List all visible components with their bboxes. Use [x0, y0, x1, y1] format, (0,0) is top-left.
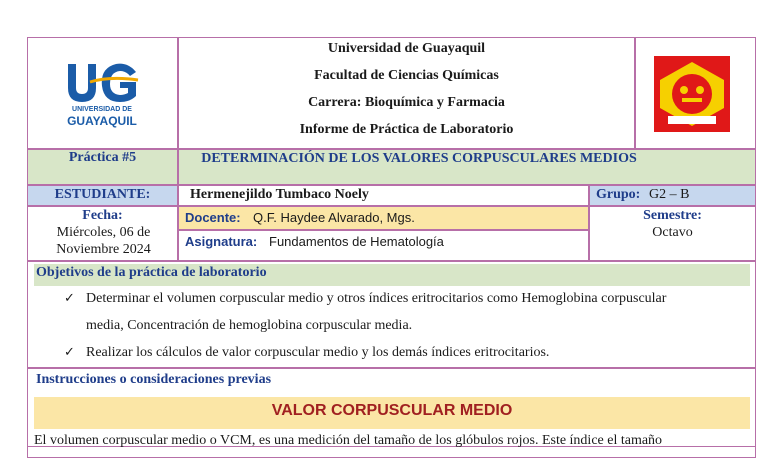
teacher-value: Q.F. Haydee Alvarado, Mgs.	[253, 210, 415, 225]
banner-title: VALOR CORPUSCULAR MEDIO	[271, 402, 513, 419]
date-label: Fecha:	[82, 208, 123, 223]
group-cell	[589, 185, 756, 206]
header-report: Informe de Práctica de Laboratorio	[299, 122, 514, 137]
teacher-cell	[178, 206, 589, 230]
header-university: Universidad de Guayaquil	[327, 41, 486, 56]
semester-cell	[589, 206, 756, 261]
subject-label: Asignatura:	[185, 234, 258, 249]
objective-item-1	[64, 291, 667, 307]
logo-right-cell	[635, 37, 756, 149]
practice-label: Práctica #5	[68, 150, 137, 165]
header-career: Carrera: Bioquímica y Farmacia	[308, 95, 505, 110]
semester-value: Octavo	[652, 225, 693, 240]
group-value: G2 – B	[649, 187, 690, 202]
banner-band	[34, 397, 750, 429]
instructions-body: El volumen corpuscular medio o VCM, es una medición del tamaño de los glóbulos rojos. Este índice el tamaño	[34, 433, 663, 448]
objective-text-1b: media, Concentración de hemoglobina corpuscular media.	[86, 318, 413, 333]
header-faculty: Facultad de Ciencias Químicas	[314, 68, 499, 83]
university-logo	[50, 54, 154, 128]
logo-text-top: UNIVERSIDAD DE	[72, 106, 132, 113]
subject-value: Fundamentos de Hematología	[269, 234, 444, 249]
checkmark-icon: ✓	[64, 291, 75, 306]
teacher-label: Docente:	[185, 210, 241, 225]
objective-text-2: Realizar los cálculos de valor corpuscular medio y los demás índices eritrocitarios.	[86, 345, 550, 360]
header-title-cell	[178, 37, 635, 149]
student-name: Hermenejildo Tumbaco Noely	[190, 187, 369, 202]
faculty-seal	[654, 56, 730, 132]
faculty-seal-icon	[654, 56, 730, 132]
objective-text-1: Determinar el volumen corpuscular medio y otros índices eritrocitarios como Hemoglobina corpuscular	[86, 291, 667, 306]
objective-item-2	[64, 345, 550, 361]
objectives-section	[27, 261, 756, 368]
practice-title: DETERMINACIÓN DE LOS VALORES CORPUSCULARES MEDIOS	[201, 151, 637, 166]
practice-label-cell	[27, 149, 178, 185]
checkmark-icon: ✓	[64, 345, 75, 360]
student-label: ESTUDIANTE:	[54, 187, 151, 202]
date-value: Miércoles, 06 de Noviembre 2024	[56, 225, 151, 257]
instructions-section	[27, 368, 756, 458]
practice-title-cell	[178, 149, 756, 185]
objectives-heading-band	[34, 264, 750, 286]
date-cell	[27, 206, 178, 261]
objective-item-1-cont	[86, 318, 412, 334]
logo-left-cell	[27, 37, 178, 149]
instructions-heading: Instrucciones o consideraciones previas	[36, 372, 272, 387]
student-label-cell	[27, 185, 178, 206]
student-name-cell	[178, 185, 589, 206]
semester-label: Semestre:	[643, 208, 702, 223]
group-label: Grupo:	[596, 187, 641, 202]
objectives-heading: Objetivos de la práctica de laboratorio	[36, 265, 267, 280]
subject-cell	[178, 230, 589, 261]
logo-text-bottom: GUAYAQUIL	[67, 114, 137, 128]
